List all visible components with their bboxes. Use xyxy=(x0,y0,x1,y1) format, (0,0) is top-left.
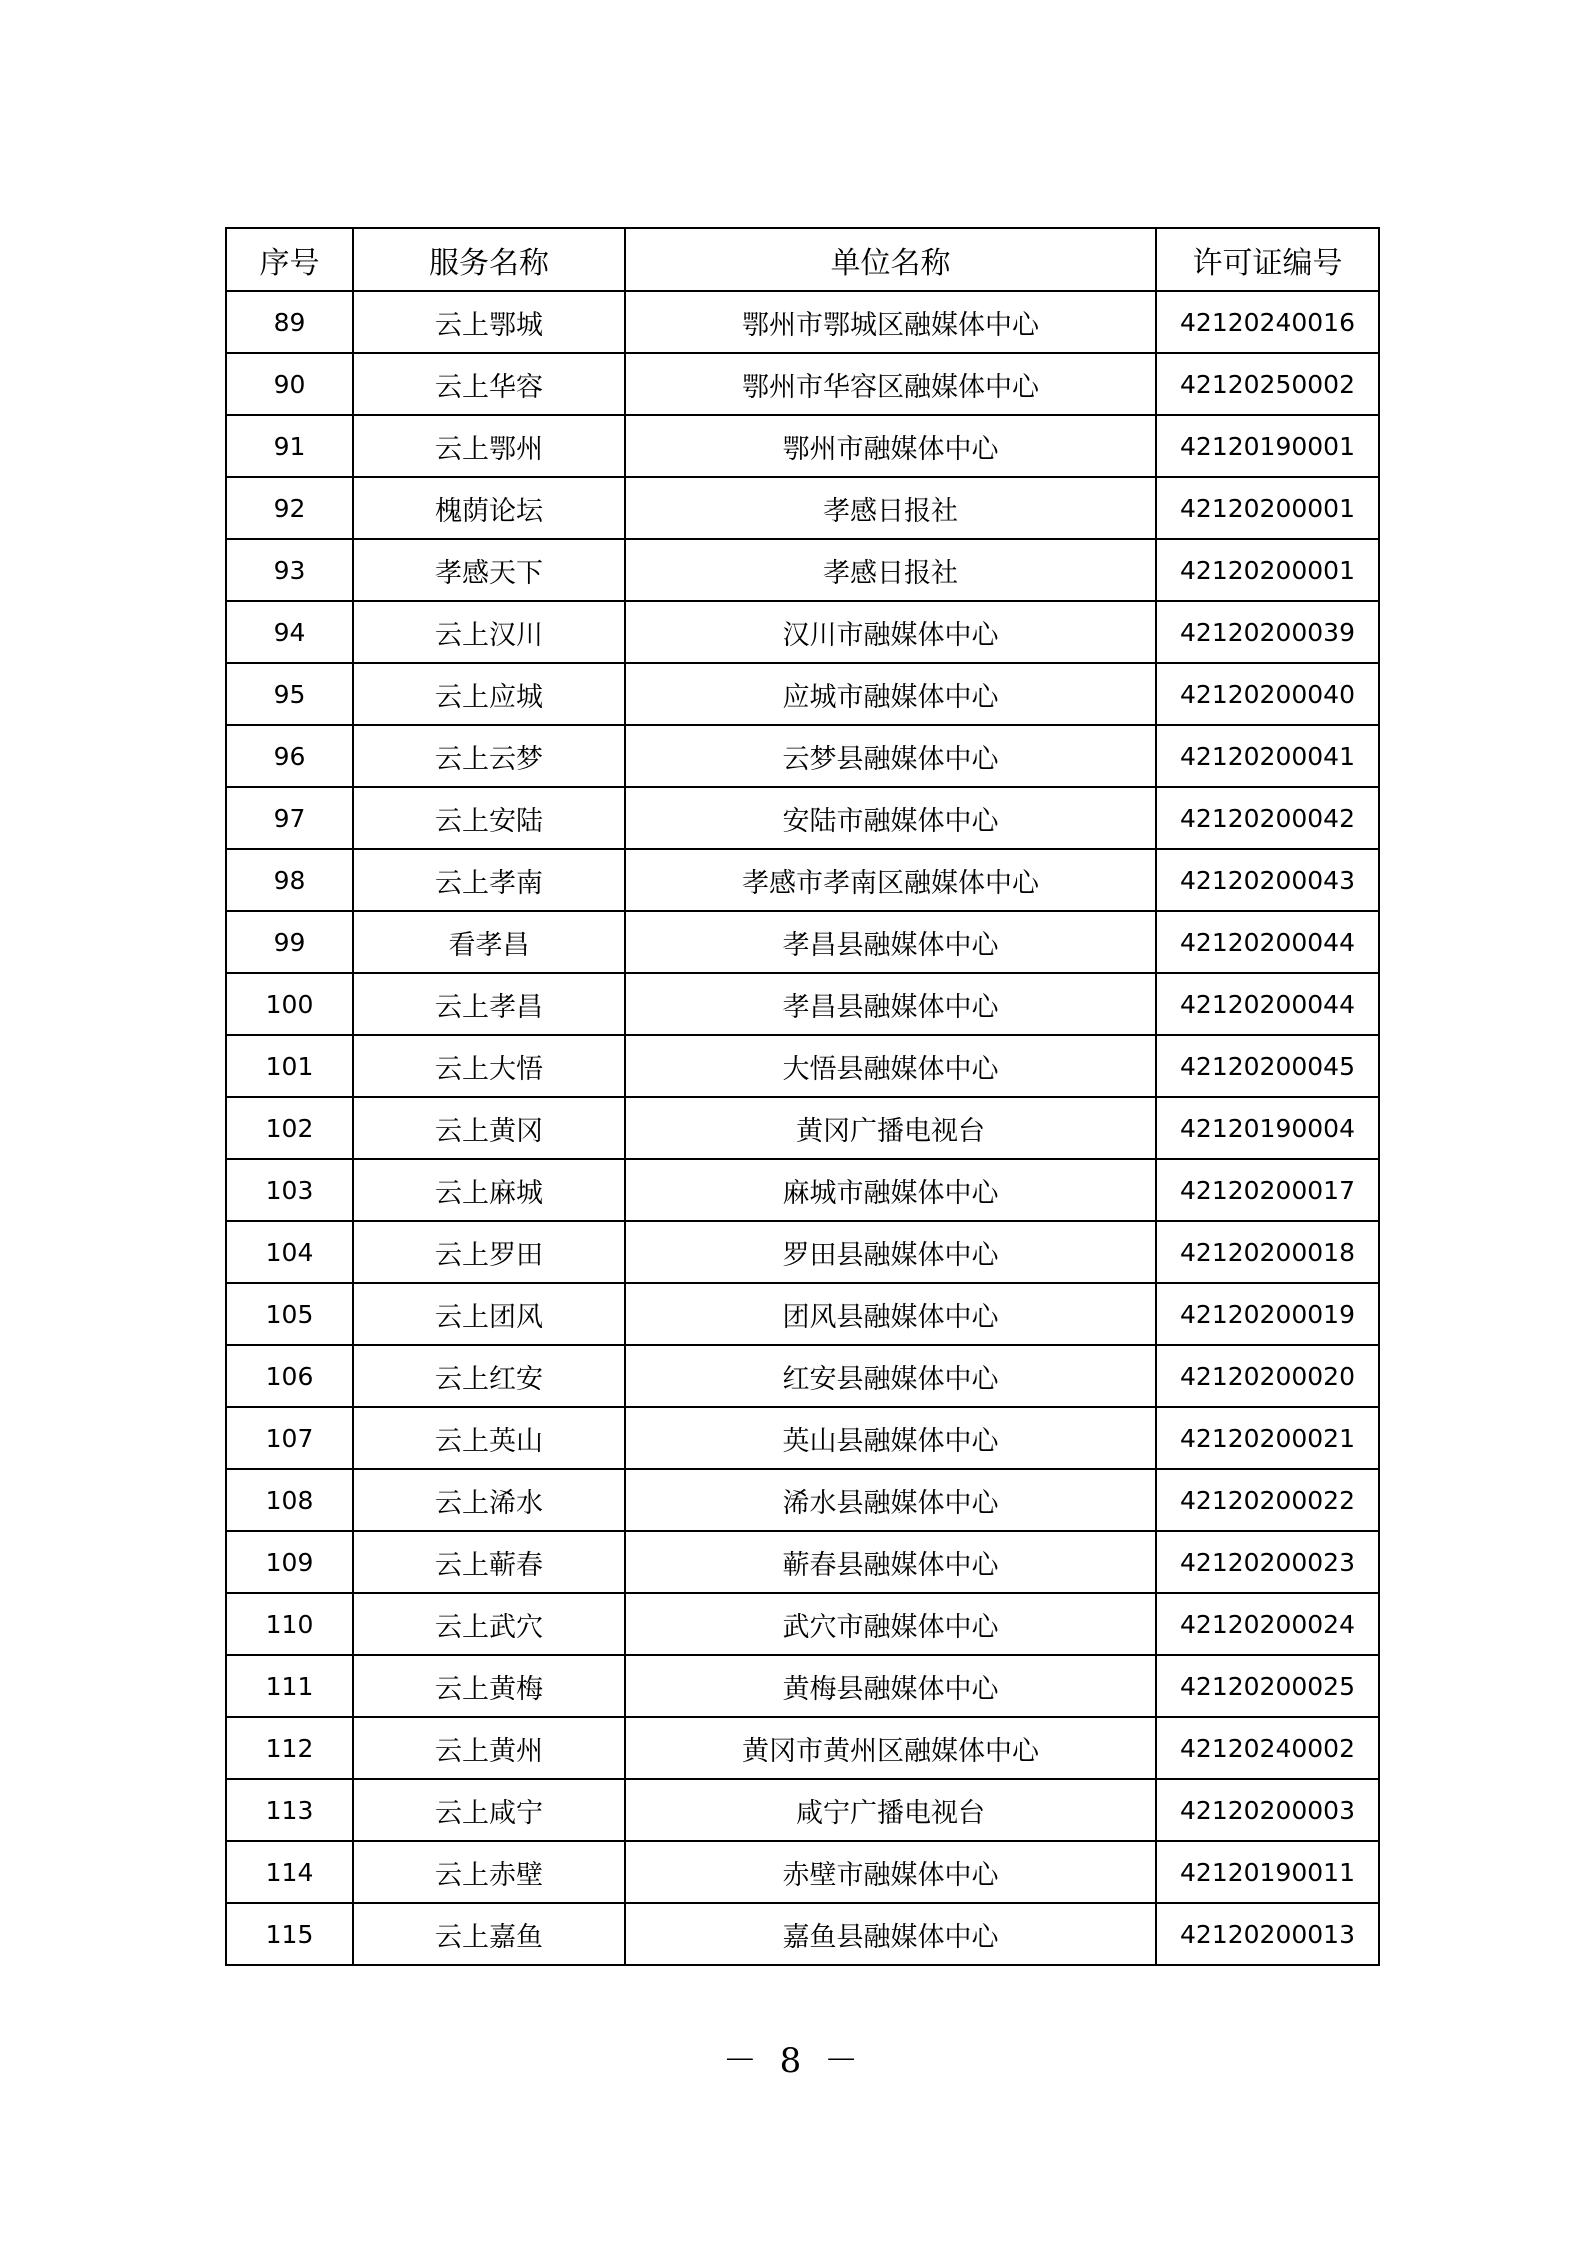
unit-name-cell: 安陆市融媒体中心 xyxy=(625,787,1156,849)
table-row xyxy=(226,353,1379,415)
seq-cell: 97 xyxy=(226,787,353,849)
service-name-cell: 云上华容 xyxy=(353,353,625,415)
header-row xyxy=(226,228,1379,291)
table-row xyxy=(226,1035,1379,1097)
unit-name-cell: 武穴市融媒体中心 xyxy=(625,1593,1156,1655)
table-row xyxy=(226,415,1379,477)
unit-name-cell: 孝昌县融媒体中心 xyxy=(625,973,1156,1035)
seq-cell: 104 xyxy=(226,1221,353,1283)
license-number-cell: 42120200001 xyxy=(1156,539,1379,601)
unit-name-cell: 咸宁广播电视台 xyxy=(625,1779,1156,1841)
license-number-cell: 42120240002 xyxy=(1156,1717,1379,1779)
license-number-cell: 42120190001 xyxy=(1156,415,1379,477)
service-name-cell: 云上咸宁 xyxy=(353,1779,625,1841)
table-row xyxy=(226,725,1379,787)
service-name-cell: 云上嘉鱼 xyxy=(353,1903,625,1965)
unit-name-cell: 黄冈广播电视台 xyxy=(625,1097,1156,1159)
service-name-cell: 云上安陆 xyxy=(353,787,625,849)
unit-name-cell: 蕲春县融媒体中心 xyxy=(625,1531,1156,1593)
license-table-header xyxy=(226,228,1379,291)
unit-name-cell: 罗田县融媒体中心 xyxy=(625,1221,1156,1283)
license-number-cell: 42120200019 xyxy=(1156,1283,1379,1345)
service-name-cell: 云上蕲春 xyxy=(353,1531,625,1593)
unit-name-cell: 浠水县融媒体中心 xyxy=(625,1469,1156,1531)
seq-cell: 93 xyxy=(226,539,353,601)
table-row xyxy=(226,1221,1379,1283)
table-row xyxy=(226,1717,1379,1779)
seq-cell: 94 xyxy=(226,601,353,663)
table-row xyxy=(226,539,1379,601)
unit-name-cell: 团风县融媒体中心 xyxy=(625,1283,1156,1345)
header-license-number: 许可证编号 xyxy=(1156,228,1379,291)
table-row xyxy=(226,477,1379,539)
license-number-cell: 42120200013 xyxy=(1156,1903,1379,1965)
service-name-cell: 云上大悟 xyxy=(353,1035,625,1097)
table-row xyxy=(226,1345,1379,1407)
service-name-cell: 云上红安 xyxy=(353,1345,625,1407)
seq-cell: 110 xyxy=(226,1593,353,1655)
license-number-cell: 42120200043 xyxy=(1156,849,1379,911)
table-row xyxy=(226,1159,1379,1221)
license-number-cell: 42120190011 xyxy=(1156,1841,1379,1903)
seq-cell: 89 xyxy=(226,291,353,353)
license-number-cell: 42120200025 xyxy=(1156,1655,1379,1717)
unit-name-cell: 麻城市融媒体中心 xyxy=(625,1159,1156,1221)
seq-cell: 109 xyxy=(226,1531,353,1593)
service-name-cell: 看孝昌 xyxy=(353,911,625,973)
table-row xyxy=(226,663,1379,725)
license-number-cell: 42120200018 xyxy=(1156,1221,1379,1283)
license-number-cell: 42120200023 xyxy=(1156,1531,1379,1593)
license-number-cell: 42120200021 xyxy=(1156,1407,1379,1469)
license-number-cell: 42120200044 xyxy=(1156,973,1379,1035)
service-name-cell: 槐荫论坛 xyxy=(353,477,625,539)
table-row xyxy=(226,1841,1379,1903)
license-number-cell: 42120200017 xyxy=(1156,1159,1379,1221)
service-name-cell: 云上孝南 xyxy=(353,849,625,911)
license-number-cell: 42120250002 xyxy=(1156,353,1379,415)
table-row xyxy=(226,911,1379,973)
license-number-cell: 42120200039 xyxy=(1156,601,1379,663)
service-name-cell: 云上武穴 xyxy=(353,1593,625,1655)
table-row xyxy=(226,787,1379,849)
header-seq: 序号 xyxy=(226,228,353,291)
unit-name-cell: 鄂州市融媒体中心 xyxy=(625,415,1156,477)
license-number-cell: 42120200001 xyxy=(1156,477,1379,539)
license-number-cell: 42120200040 xyxy=(1156,663,1379,725)
service-name-cell: 云上浠水 xyxy=(353,1469,625,1531)
service-name-cell: 云上应城 xyxy=(353,663,625,725)
table-row xyxy=(226,1531,1379,1593)
header-service-name: 服务名称 xyxy=(353,228,625,291)
unit-name-cell: 孝感日报社 xyxy=(625,477,1156,539)
seq-cell: 101 xyxy=(226,1035,353,1097)
service-name-cell: 云上汉川 xyxy=(353,601,625,663)
license-number-cell: 42120200003 xyxy=(1156,1779,1379,1841)
license-number-cell: 42120200045 xyxy=(1156,1035,1379,1097)
license-number-cell: 42120200020 xyxy=(1156,1345,1379,1407)
seq-cell: 90 xyxy=(226,353,353,415)
license-number-cell: 42120200044 xyxy=(1156,911,1379,973)
table-row xyxy=(226,1655,1379,1717)
seq-cell: 105 xyxy=(226,1283,353,1345)
table-row xyxy=(226,291,1379,353)
table-row xyxy=(226,1407,1379,1469)
service-name-cell: 云上黄梅 xyxy=(353,1655,625,1717)
table-row xyxy=(226,973,1379,1035)
table-row xyxy=(226,1593,1379,1655)
seq-cell: 96 xyxy=(226,725,353,787)
seq-cell: 112 xyxy=(226,1717,353,1779)
table-row xyxy=(226,1283,1379,1345)
service-name-cell: 云上英山 xyxy=(353,1407,625,1469)
seq-cell: 114 xyxy=(226,1841,353,1903)
license-number-cell: 42120240016 xyxy=(1156,291,1379,353)
service-name-cell: 云上罗田 xyxy=(353,1221,625,1283)
table-row xyxy=(226,1903,1379,1965)
seq-cell: 107 xyxy=(226,1407,353,1469)
seq-cell: 98 xyxy=(226,849,353,911)
service-name-cell: 云上鄂城 xyxy=(353,291,625,353)
unit-name-cell: 孝感市孝南区融媒体中心 xyxy=(625,849,1156,911)
service-name-cell: 云上黄州 xyxy=(353,1717,625,1779)
unit-name-cell: 云梦县融媒体中心 xyxy=(625,725,1156,787)
seq-cell: 99 xyxy=(226,911,353,973)
seq-cell: 102 xyxy=(226,1097,353,1159)
seq-cell: 115 xyxy=(226,1903,353,1965)
unit-name-cell: 英山县融媒体中心 xyxy=(625,1407,1156,1469)
seq-cell: 106 xyxy=(226,1345,353,1407)
service-name-cell: 云上团风 xyxy=(353,1283,625,1345)
service-name-cell: 云上赤壁 xyxy=(353,1841,625,1903)
seq-cell: 100 xyxy=(226,973,353,1035)
unit-name-cell: 汉川市融媒体中心 xyxy=(625,601,1156,663)
license-table xyxy=(225,227,1380,1966)
service-name-cell: 云上云梦 xyxy=(353,725,625,787)
table-row xyxy=(226,849,1379,911)
unit-name-cell: 鄂州市鄂城区融媒体中心 xyxy=(625,291,1156,353)
unit-name-cell: 孝昌县融媒体中心 xyxy=(625,911,1156,973)
license-number-cell: 42120200041 xyxy=(1156,725,1379,787)
unit-name-cell: 赤壁市融媒体中心 xyxy=(625,1841,1156,1903)
unit-name-cell: 嘉鱼县融媒体中心 xyxy=(625,1903,1156,1965)
seq-cell: 108 xyxy=(226,1469,353,1531)
seq-cell: 95 xyxy=(226,663,353,725)
service-name-cell: 云上黄冈 xyxy=(353,1097,625,1159)
unit-name-cell: 孝感日报社 xyxy=(625,539,1156,601)
table-row xyxy=(226,1779,1379,1841)
service-name-cell: 云上孝昌 xyxy=(353,973,625,1035)
unit-name-cell: 大悟县融媒体中心 xyxy=(625,1035,1156,1097)
table-row xyxy=(226,1097,1379,1159)
service-name-cell: 云上麻城 xyxy=(353,1159,625,1221)
service-name-cell: 孝感天下 xyxy=(353,539,625,601)
table-row xyxy=(226,601,1379,663)
license-number-cell: 42120200022 xyxy=(1156,1469,1379,1531)
unit-name-cell: 红安县融媒体中心 xyxy=(625,1345,1156,1407)
seq-cell: 92 xyxy=(226,477,353,539)
table-row xyxy=(226,1469,1379,1531)
seq-cell: 103 xyxy=(226,1159,353,1221)
license-number-cell: 42120200024 xyxy=(1156,1593,1379,1655)
page-number: － 8 － xyxy=(722,2041,865,2081)
seq-cell: 111 xyxy=(226,1655,353,1717)
header-unit-name: 单位名称 xyxy=(625,228,1156,291)
license-table-body xyxy=(226,291,1379,1965)
license-number-cell: 42120190004 xyxy=(1156,1097,1379,1159)
license-number-cell: 42120200042 xyxy=(1156,787,1379,849)
unit-name-cell: 黄梅县融媒体中心 xyxy=(625,1655,1156,1717)
unit-name-cell: 黄冈市黄州区融媒体中心 xyxy=(625,1717,1156,1779)
unit-name-cell: 鄂州市华容区融媒体中心 xyxy=(625,353,1156,415)
seq-cell: 91 xyxy=(226,415,353,477)
service-name-cell: 云上鄂州 xyxy=(353,415,625,477)
seq-cell: 113 xyxy=(226,1779,353,1841)
unit-name-cell: 应城市融媒体中心 xyxy=(625,663,1156,725)
